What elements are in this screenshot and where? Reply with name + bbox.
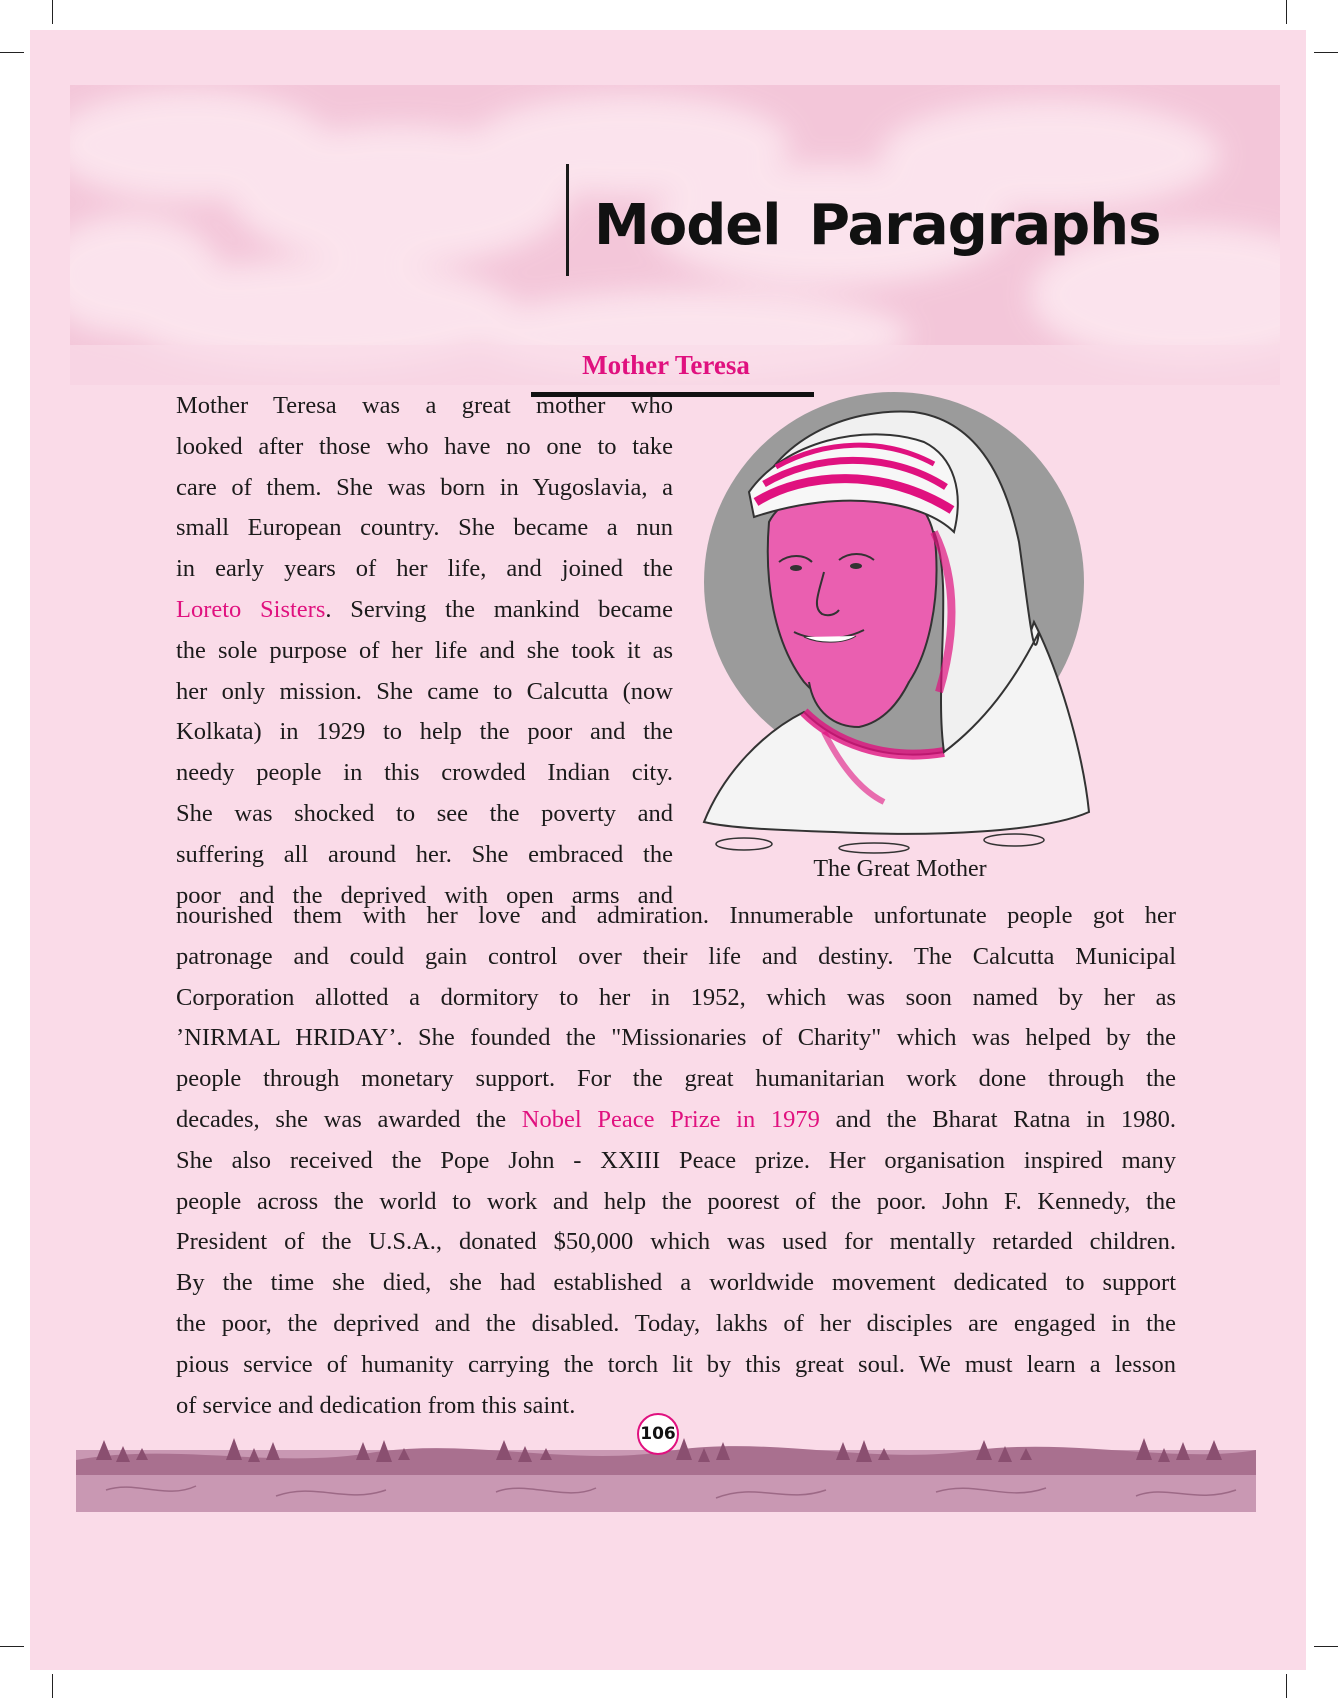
text-line: in early years of her life, and joined the <box>176 555 673 583</box>
text-line: nourished them with her love and admiration. Innumerable unfortunate people got her <box>176 902 1176 929</box>
mother-teresa-illustration <box>684 382 1114 862</box>
text-line: people across the world to work and help the poorest of the poor. John F. Kennedy, the <box>176 1187 1176 1215</box>
crop-mark <box>1286 0 1287 24</box>
text-line: small European country. She became a nun <box>176 514 673 542</box>
text-line: of service and dedication from this saint. <box>176 1391 576 1419</box>
text-line: care of them. She was born in Yugoslavia, a <box>176 473 673 501</box>
crop-mark <box>0 1646 24 1647</box>
text-line: looked after those who have no one to take <box>176 432 673 460</box>
text-line: the poor, the deprived and the disabled. Today, lakhs of her disciples are engaged in the <box>176 1309 1176 1337</box>
paragraph-left-column <box>176 386 673 916</box>
text-line: Mother Teresa was a great mother who <box>176 392 673 419</box>
text-line <box>176 590 673 631</box>
text-line: the sole purpose of her life and she took it as <box>176 636 673 664</box>
page-title: Model Paragraphs <box>594 193 1161 258</box>
crop-mark <box>1286 1674 1287 1698</box>
page-number-badge: 106 <box>637 1413 679 1455</box>
text-line: pious service of humanity carrying the torch lit by this great soul. We must learn a lesson <box>176 1350 1176 1378</box>
text-fragment: decades, she was awarded the <box>176 1105 522 1133</box>
crop-mark <box>0 52 24 53</box>
text-line: Kolkata) in 1929 to help the poor and the <box>176 718 673 746</box>
text-line: Corporation allotted a dormitory to her in 1952, which was soon named by her as <box>176 983 1176 1011</box>
text-line: suffering all around her. She embraced the <box>176 840 673 868</box>
text-fragment: . Serving the mankind became <box>325 595 673 623</box>
highlight-loreto-sisters: Loreto Sisters <box>176 595 326 623</box>
figure-caption: The Great Mother <box>813 856 987 882</box>
crop-mark <box>1314 1646 1338 1647</box>
text-line: needy people in this crowded Indian city. <box>176 759 673 787</box>
text-line: her only mission. She came to Calcutta (now <box>176 677 673 705</box>
text-line: She also received the Pope John - XXIII Peace prize. Her organisation inspired many <box>176 1146 1176 1174</box>
text-line: patronage and could gain control over their life and destiny. The Calcutta Municipal <box>176 942 1176 970</box>
crop-mark <box>52 1674 53 1698</box>
highlight-nobel-prize: Nobel Peace Prize in 1979 <box>521 1105 820 1133</box>
text-line: President of the U.S.A., donated $50,000 which was used for mentally retarded children. <box>176 1228 1176 1256</box>
text-line: people through monetary support. For the great humanitarian work done through the <box>176 1065 1176 1093</box>
book-page <box>30 30 1306 1670</box>
text-line: She was shocked to see the poverty and <box>176 799 673 827</box>
crop-mark <box>1314 52 1338 53</box>
article-title: Mother Teresa <box>582 350 750 380</box>
paragraph-full-width <box>176 896 1176 1426</box>
text-line: By the time she died, she had established a worldwide movement dedicated to support <box>176 1269 1176 1297</box>
text-line <box>176 1100 1176 1141</box>
text-fragment: and the Bharat Ratna in 1980. <box>819 1105 1176 1133</box>
crop-mark <box>52 0 53 24</box>
heading-accent-bar <box>566 164 569 276</box>
text-line: ’NIRMAL HRIDAY’. She founded the "Missionaries of Charity" which was helped by the <box>176 1024 1176 1052</box>
text-line: poor and the deprived with open arms and <box>176 881 673 909</box>
